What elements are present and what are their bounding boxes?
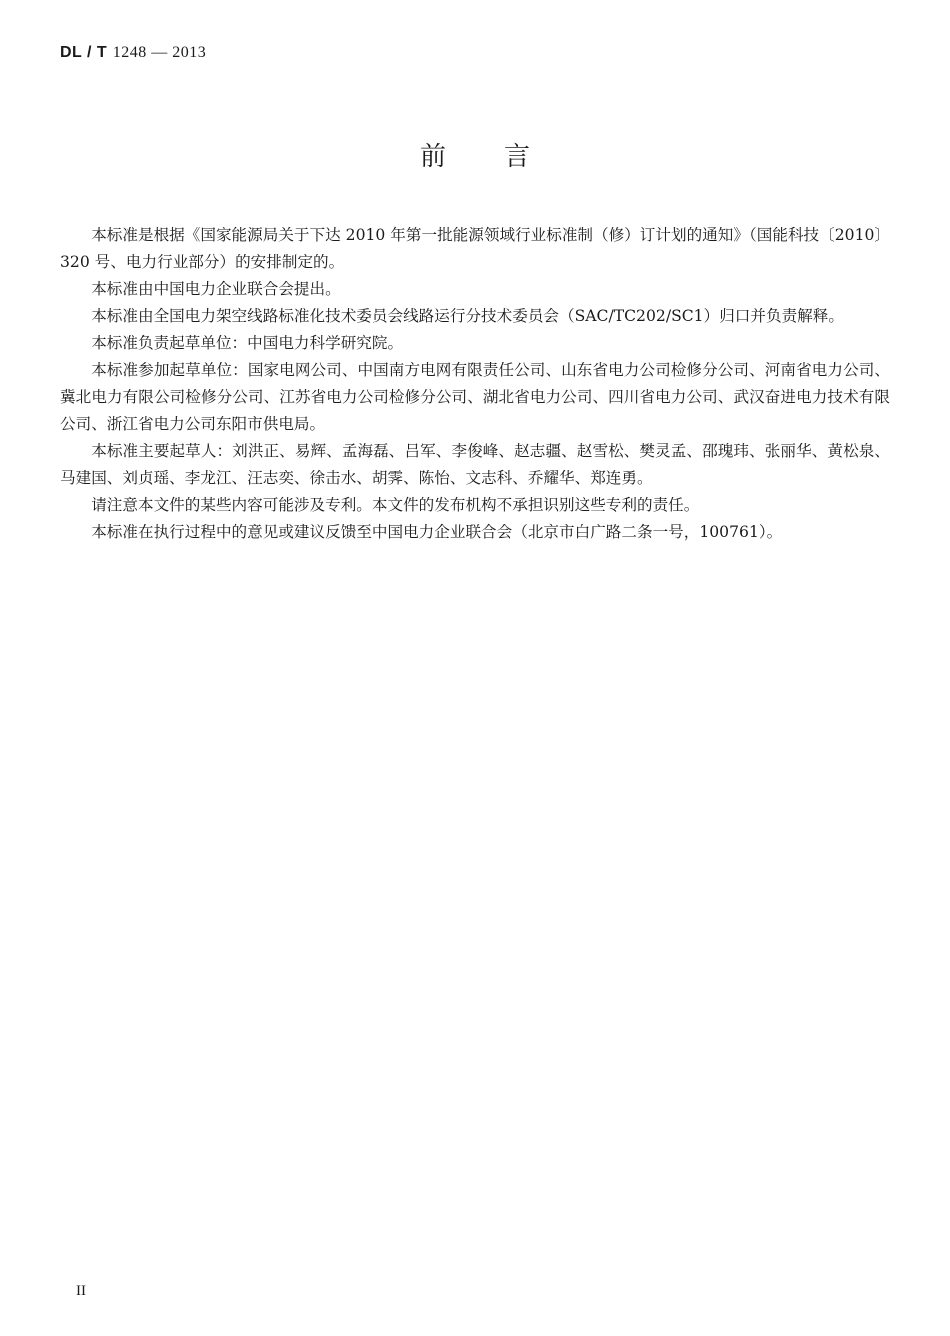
paragraph-lead-drafter: 本标准负责起草单位：中国电力科学研究院。 xyxy=(91,334,404,352)
paragraph-main-drafters: 本标准主要起草人：刘洪正、易辉、孟海磊、吕军、李俊峰、赵志疆、赵雪松、樊灵孟、邵瑰玮、张丽华、黄松泉、马建国、刘贞瑶、李龙江、汪志奕、徐击水、胡霁、陈怡、文志科、乔耀华、郑连勇。 xyxy=(60,442,890,487)
foreword-body xyxy=(60,222,890,546)
paragraph-administration: 本标准由全国电力架空线路标准化技术委员会线路运行分技术委员会（SAC/TC202/SC1）归口并负责解释。 xyxy=(91,307,844,325)
paragraph-participating-drafters: 本标准参加起草单位：国家电网公司、中国南方电网有限责任公司、山东省电力公司检修分公司、河南省电力公司、冀北电力有限公司检修分公司、江苏省电力公司检修分公司、湖北省电力公司、四川省电力公司、武汉奋进电力技术有限公司、浙江省电力公司东阳市供电局。 xyxy=(60,361,890,433)
standard-code-number: 1248 — 2013 xyxy=(112,44,207,61)
paragraph-patent-notice: 请注意本文件的某些内容可能涉及专利。本文件的发布机构不承担识别这些专利的责任。 xyxy=(91,496,700,514)
paragraph-feedback: 本标准在执行过程中的意见或建议反馈至中国电力企业联合会（北京市白广路二条一号，100761）。 xyxy=(91,523,783,541)
paragraph-proposer: 本标准由中国电力企业联合会提出。 xyxy=(91,280,341,298)
standard-code xyxy=(60,42,206,62)
standard-code-prefix: DL / T xyxy=(60,44,108,61)
page-number: II xyxy=(76,1283,86,1299)
page-title: 前言 xyxy=(419,142,588,172)
paragraph-basis: 本标准是根据《国家能源局关于下达 2010 年第一批能源领域行业标准制（修）订计划的通知》（国能科技〔2010〕320 号、电力行业部分）的安排制定的。 xyxy=(60,226,890,271)
